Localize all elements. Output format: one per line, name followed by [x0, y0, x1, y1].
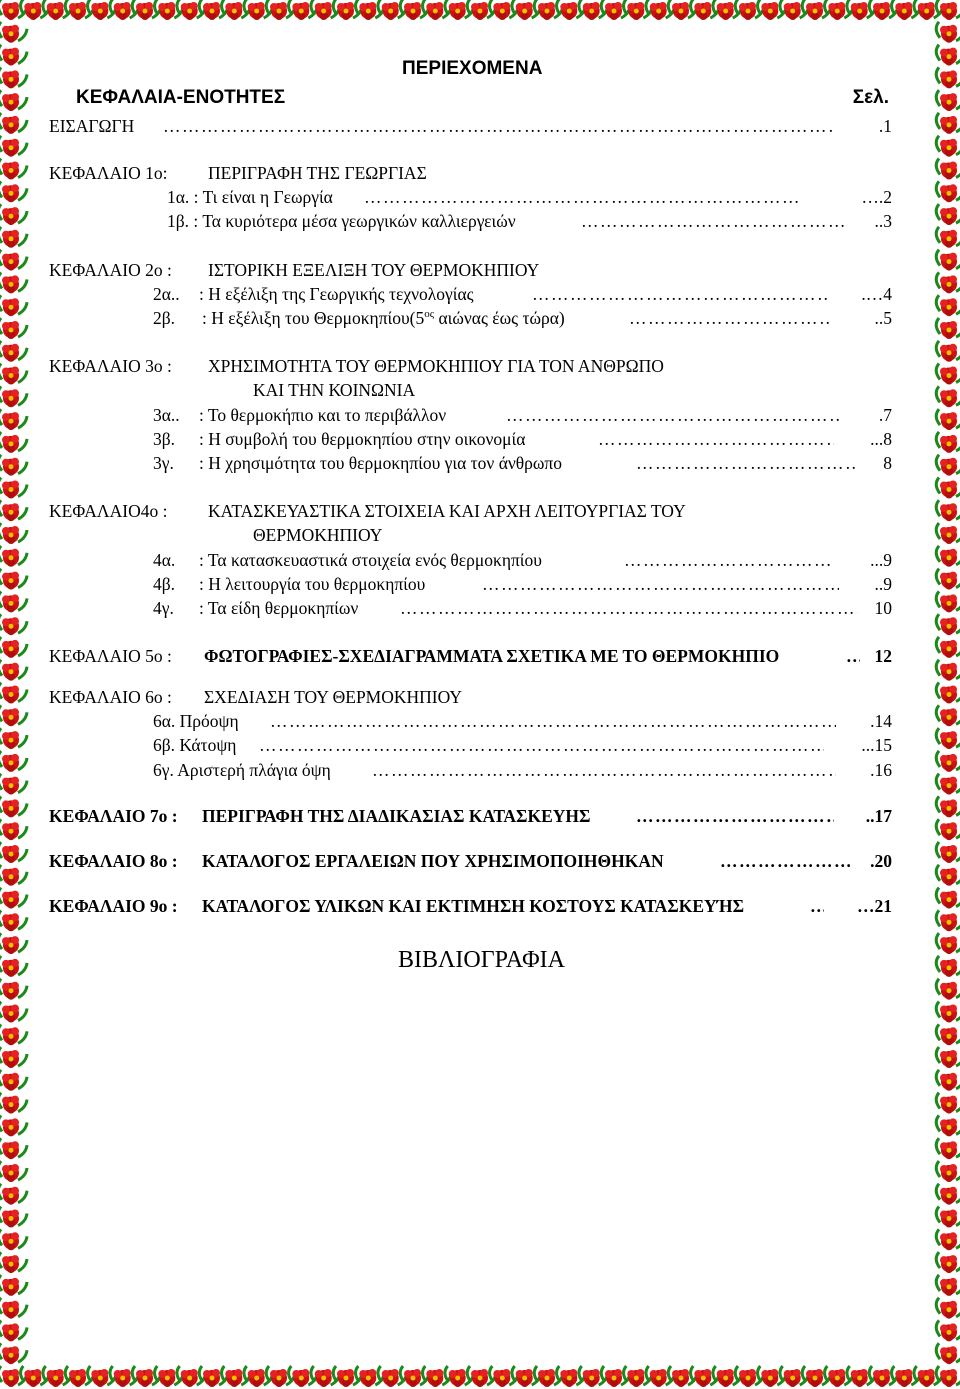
chapter-title: ΚΑΤΑΛΟΓΟΣ ΕΡΓΑΛΕΙΩΝ ΠΟΥ ΧΡΗΣΙΜΟΠΟΙΗΘΗΚΑΝ	[202, 851, 664, 871]
entry-number: 2α..	[153, 284, 180, 304]
chapter-label: ΚΕΦΑΛΑΙΟ 8ο :	[49, 851, 178, 871]
leader-dots	[629, 307, 832, 329]
page-number: .16	[870, 760, 892, 780]
chapter-title: ΦΩΤΟΓΡΑΦΙΕΣ-ΣΧΕΔΙΑΓΡΑΜΜΑΤΑ ΣΧΕΤΙΚΑ ΜΕ ΤΟ ΘΕΡΜΟΚΗΠΙΟ	[204, 646, 780, 666]
leader-dots	[400, 597, 858, 619]
header-chapters: ΚΕΦΑΛΑΙΑ-ΕΝΟΤΗΤΕΣ	[76, 87, 286, 108]
page-number: .…4	[861, 284, 892, 304]
leader-dots	[624, 549, 832, 571]
leader-dots	[598, 428, 834, 450]
entry-label: : Η εξέλιξη του $\Theta\varepsilon\rho\mu o\kappa\eta\pi ίo\upsilon(5^{o\varsigma}$ αιώνας έως τώρα)	[202, 308, 565, 328]
chapter-title: ΚΑΤΑΛΟΓΟΣ ΥΛΙΚΩΝ ΚΑΙ ΕΚΤΙΜΗΣΗ ΚΟΣΤΟΥΣ ΚΑΤΑΣΚΕΥΉΣ	[202, 896, 745, 916]
leader-dots	[846, 645, 860, 667]
page-number: ...15	[861, 735, 892, 755]
chapter-label: ΚΕΦΑΛΑΙΟ 6ο :	[49, 687, 172, 707]
leader-dots	[372, 759, 836, 781]
chapter-title-continued: ΚΑΙ ΤΗΝ ΚΟΙΝΩΝΙΑ	[253, 380, 416, 400]
page-number: …21	[857, 896, 892, 916]
page-number: ..5	[874, 308, 892, 328]
page-number: 10	[874, 598, 892, 618]
page-number: ….2	[861, 187, 892, 207]
chapter-label: ΚΕΦΑΛΑΙΟ 5ο :	[49, 646, 172, 666]
entry-label: : Η εξέλιξη της Γεωργικής τεχνολογίας	[199, 284, 474, 304]
page-number: ...8	[870, 429, 892, 449]
page-number: ...9	[870, 550, 892, 570]
leader-dots	[163, 115, 832, 137]
entry-number: 3β.	[153, 429, 176, 449]
entry-label: : Η λειτουργία του θερμοκηπίου	[199, 574, 426, 594]
entry-label: : Το θερμοκήπιο και το περιβάλλον	[199, 405, 447, 425]
page-number: 12	[874, 646, 892, 666]
entry-number: 4α.	[153, 550, 176, 570]
bibliography-label: ΒΙΒΛΙΟΓΡΑΦΙΑ	[398, 947, 565, 973]
entry-label: 6γ. Αριστερή πλάγια όψη	[153, 760, 331, 780]
page-number: ..3	[874, 211, 892, 231]
chapter-title: ΠΕΡΙΓΡΑΦΗ ΤΗΣ ΔΙΑΔΙΚΑΣΙΑΣ ΚΑΤΑΣΚΕΥΗΣ	[202, 806, 591, 826]
leader-dots	[482, 573, 839, 595]
chapter-title: ΠΕΡΙΓΡΑΦΗ ΤΗΣ ΓΕΩΡΓΙΑΣ	[208, 163, 427, 183]
chapter-title-continued: ΘΕΡΜΟΚΗΠΙΟΥ	[253, 525, 383, 545]
entry-label: : Τα είδη θερμοκηπίων	[199, 598, 359, 618]
header-page: Σελ.	[852, 87, 889, 108]
page-number: ..17	[865, 806, 892, 826]
leader-dots	[720, 850, 850, 872]
leader-dots	[259, 734, 824, 756]
leader-dots	[506, 404, 839, 426]
entry-label: 1β. : Τα κυριότερα μέσα γεωργικών καλλιεργειών	[167, 211, 516, 231]
entry-number: 2β.	[153, 308, 176, 328]
entry-label: : Η συμβολή του θερμοκηπίου στην οικονομία	[199, 429, 526, 449]
leader-dots	[636, 452, 856, 474]
entry-label: 1α. : Τι είναι η Γεωργία	[167, 187, 333, 207]
entry-label: : Η χρησιμότητα του θερμοκηπίου για τον άνθρωπο	[199, 453, 563, 473]
chapter-label: ΚΕΦΑΛΑΙΟ 2ο :	[49, 260, 172, 280]
leader-dots	[532, 283, 828, 305]
chapter-label: ΚΕΦΑΛΑΙΟ 1ο:	[49, 163, 168, 183]
entry-label: : Τα κατασκευαστικά στοιχεία ενός θερμοκηπίου	[199, 550, 542, 570]
page-number: .7	[878, 405, 892, 425]
leader-dots	[810, 895, 824, 917]
chapter-label: ΚΕΦΑΛΑΙΟ 3ο :	[49, 356, 172, 376]
entry-number: 4γ.	[153, 598, 174, 618]
chapter-label: ΚΕΦΑΛΑΙΟ 7ο :	[49, 806, 178, 826]
chapter-title: ΚΑΤΑΣΚΕΥΑΣΤΙΚΑ ΣΤΟΙΧΕΙΑ ΚΑΙ ΑΡΧΗ ΛΕΙΤΟΥΡΓΙΑΣ ΤΟΥ	[208, 501, 686, 521]
chapter-title: ΧΡΗΣΙΜΟΤΗΤΑ ΤΟΥ ΘΕΡΜΟΚΗΠΙΟΥ ΓΙΑ ΤΟΝ ΑΝΘΡΩΠΟ	[208, 356, 664, 376]
entry-label: 6α. Πρόοψη	[153, 711, 239, 731]
page-number: ..9	[874, 574, 892, 594]
page-number: .20	[870, 851, 892, 871]
chapter-title: ΙΣΤΟΡΙΚΗ ΕΞΕΛΙΞΗ ΤΟΥ ΘΕΡΜΟΚΗΠΙΟΥ	[208, 260, 540, 280]
entry-number: 3γ.	[153, 453, 174, 473]
entry-label: ΕΙΣΑΓΩΓΗ	[49, 116, 135, 136]
page-number: .14	[870, 711, 892, 731]
chapter-label: ΚΕΦΑΛΑΙΟ4ο :	[49, 501, 168, 521]
entry-label: 6β. Κάτοψη	[153, 735, 237, 755]
leader-dots	[364, 186, 801, 208]
leader-dots	[270, 710, 836, 732]
leader-dots	[636, 805, 834, 827]
page-title: ΠΕΡΙΕΧΟΜΕΝΑ	[402, 58, 543, 79]
entry-number: 4β.	[153, 574, 176, 594]
page-number: 8	[883, 453, 892, 473]
chapter-label: ΚΕΦΑΛΑΙΟ 9ο :	[49, 896, 178, 916]
page-number: .1	[878, 116, 892, 136]
chapter-title: ΣΧΕΔΙΑΣΗ ΤΟΥ ΘΕΡΜΟΚΗΠΙΟΥ	[204, 687, 463, 707]
entry-number: 3α..	[153, 405, 180, 425]
leader-dots	[581, 210, 848, 232]
